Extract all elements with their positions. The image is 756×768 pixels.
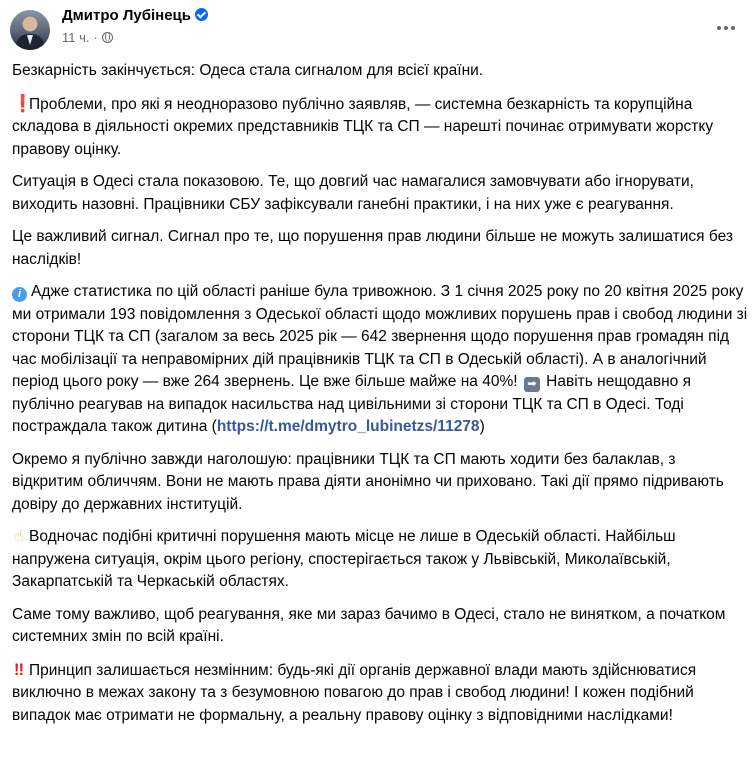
paragraph-5-text-b: Навіть нещодавно я публічно реагував на випадок насильства над цивільними зі сторони ТЦК та СП в Одесі. Тоді постраждала також дитина ( <box>12 373 691 435</box>
author-avatar[interactable] <box>10 10 50 50</box>
author-name-text[interactable]: Дмитро Лубінець <box>62 7 191 24</box>
telegram-link[interactable]: https://t.me/dmytro_lubinetzs/11278 <box>216 418 480 435</box>
post-timestamp[interactable]: 11 ч. <box>62 30 90 45</box>
exclamation-icon: ❗ <box>12 93 34 113</box>
post-body <box>12 60 748 737</box>
info-icon: i <box>12 287 27 302</box>
post-paragraph-9 <box>12 659 748 728</box>
post-paragraph-8: Саме тому важливо, щоб реагування, яке ми зараз бачимо в Одесі, стало не винятком, а початком системних змін по всій країні. <box>12 605 726 645</box>
globe-icon[interactable] <box>102 32 113 43</box>
post-paragraph-2 <box>12 93 748 162</box>
more-dot <box>731 26 735 30</box>
paragraph-5-text-a: Адже статистика по цій області раніше була тривожною. З 1 січня 2025 року по 20 квітня 2025 року ми отримали 193 повідомлення з Одеської області щодо можливих порушень прав і свобод людини зі сторони ТЦК та СП (загалом за весь 2025 рік — 642 звернення щодо порушення прав громадян під час мобілізації та неправомірних дій працівників ТЦК та СП в Одеській області). А в аналогічний період цього року — вже 264 звернень. Це вже більше майже на 40%! <box>12 283 748 390</box>
post-meta <box>62 30 113 46</box>
more-dot <box>724 26 728 30</box>
more-dot <box>717 26 721 30</box>
paragraph-9-text: Принцип залишається незмінним: будь-які дії органів державної влади мають здійснюватися виключно в межах закону та з безумовною повагою до прав і свобод людини! І кожен подібний випадок має отримати не формальну, а реальну правову оцінку з відповідними наслідками! <box>12 661 697 724</box>
paragraph-7-text: Водночас подібні критичні порушення мають місце не лише в Одеській області. Найбільш напружена ситуація, окрім цього регіону, спостерігається також у Львівській, Миколаївській, Закарпатській та Черкаській областях. <box>12 528 676 590</box>
post-paragraph-3: Ситуація в Одесі стала показовою. Те, що довгий час намагалися замовчувати або ігнорувати, виходить назовні. Працівники СБУ зафіксували ганебні практики, і на них уже є реагування. <box>12 173 694 213</box>
post-paragraph-4: Це важливий сигнал. Сигнал про те, що порушення прав людини більше не можуть залишатися без наслідків! <box>12 228 733 268</box>
paragraph-2-text: Проблеми, про які я неодноразово публічно заявляв, — системна безкарність та корупційна складова в діяльності окремих представників ТЦК та СП — нарешті починає отримувати жорстку правову оцінку. <box>12 95 714 158</box>
pointing-hand-icon: ☝ <box>14 528 24 545</box>
more-options-icon[interactable] <box>708 10 744 46</box>
post-paragraph-6: Окремо я публічно завжди наголошую: працівники ТЦК та СП мають ходити без балаклав, з відкритим обличчям. Вони не мають права діяти анонімно чи приховано. Такі дії прямо підривають довіру до державних інституцій. <box>12 450 724 513</box>
post-paragraph-5 <box>12 281 748 439</box>
verified-badge-icon <box>195 8 208 21</box>
arrow-right-icon: ➡ <box>524 377 540 392</box>
paragraph-5-text-c: ) <box>479 418 485 435</box>
author-name[interactable] <box>62 6 208 26</box>
meta-separator: · <box>93 30 98 45</box>
post-header <box>0 0 756 60</box>
double-exclamation-icon: ‼ <box>13 659 25 679</box>
post-paragraph-7 <box>12 526 748 594</box>
post-paragraph-1: Безкарність закінчується: Одеса стала сигналом для всієї країни. <box>12 62 484 79</box>
